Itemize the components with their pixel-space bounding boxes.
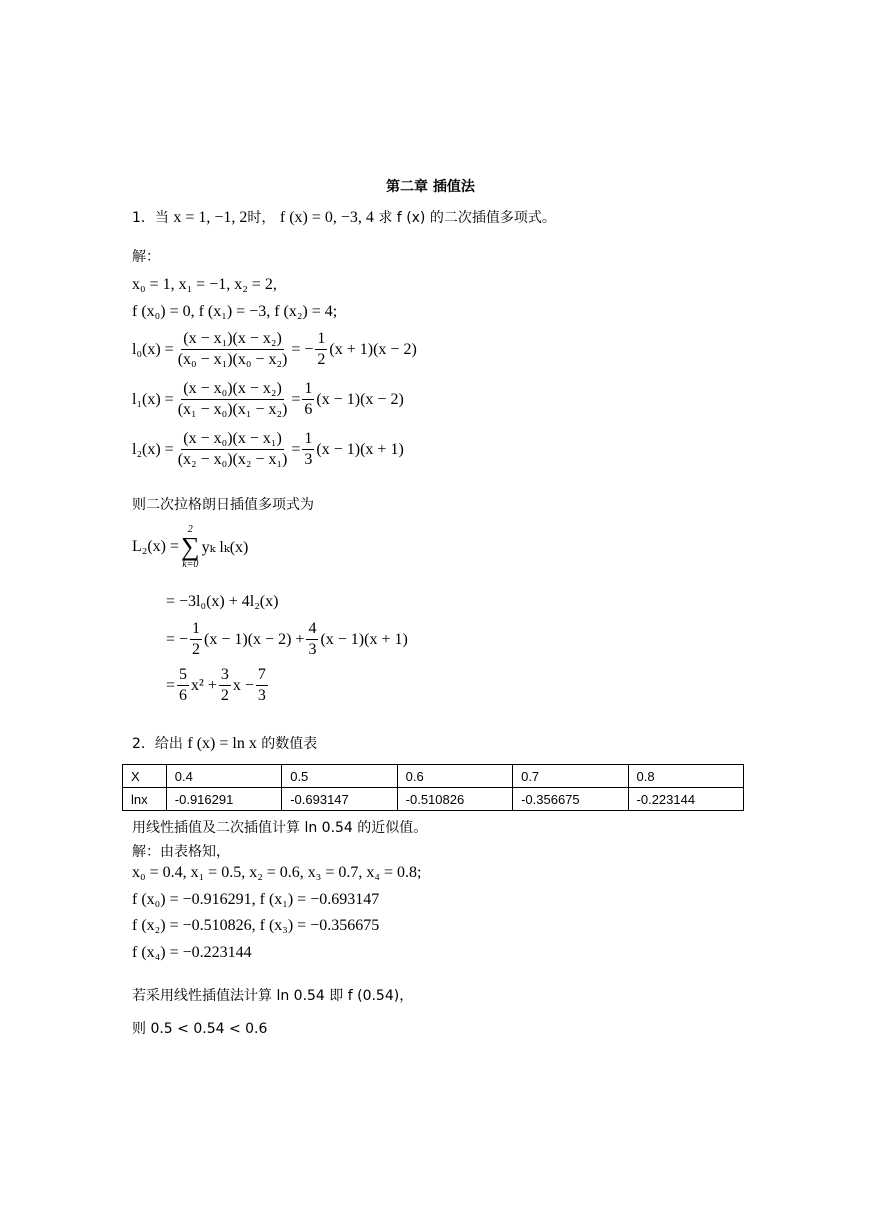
L2-rhs: yₖ lₖ(x) (201, 539, 249, 556)
step2-b-den: 3 (308, 641, 317, 658)
problem2-post: 的数值表 (261, 736, 318, 752)
l2-coef-den: 3 (304, 451, 313, 468)
step3-pre: = (166, 676, 176, 694)
problem2-func: f (x) = ln x (187, 735, 257, 752)
table-cell: 0.8 (628, 765, 743, 788)
problem2-fvalues-2: f (x₂) = −0.510826, f (x₃) = −0.356675 (132, 917, 380, 934)
problem2-number: 2． (132, 736, 155, 752)
table-cell: -0.356675 (513, 788, 628, 811)
table-cell: -0.693147 (282, 788, 397, 811)
lagrange-sum-equation (132, 524, 248, 570)
problem1-fvals: f (x) = 0, −3, 4 (279, 209, 374, 226)
step2-mid: (x − 1)(x − 2) + (204, 630, 305, 648)
step3-b-num: 3 (219, 666, 231, 686)
step3-b-den: 2 (220, 687, 229, 704)
l0-coefficient (315, 330, 327, 369)
table-cell: -0.510826 (397, 788, 512, 811)
table-cell: 0.4 (166, 765, 281, 788)
problem2-statement (132, 733, 317, 753)
table-row (123, 788, 744, 811)
problem1-solution-label: 解： (132, 249, 160, 265)
problem1-number: 1． (132, 210, 155, 226)
l0-equals: = − (291, 340, 314, 358)
step2-end: (x − 1)(x + 1) (320, 630, 408, 648)
step2-frac-a (190, 620, 202, 659)
step3-mid1: x² + (191, 676, 217, 694)
l1-rest: (x − 1)(x − 2) (316, 390, 404, 408)
linear-interp-text: 若采用线性插值法计算 ln 0.54 即 f (0.54)， (132, 988, 414, 1004)
table-cell: 0.5 (282, 765, 397, 788)
l0-coef-num: 1 (315, 330, 327, 350)
l0-denominator: (x₀ − x₁)(x₀ − x₂) (177, 351, 288, 368)
summation-sign (181, 524, 200, 570)
sum-upper-limit: 2 (187, 524, 193, 535)
sigma-icon: ∑ (181, 532, 200, 561)
step3-c-num: 7 (256, 666, 268, 686)
step3-frac-b (219, 666, 231, 705)
l0-numerator: (x − x₁)(x − x₂) (181, 330, 284, 350)
l2-equals: = (291, 440, 301, 458)
inequality-text: 则 0.5 < 0.54 < 0.6 (132, 1021, 268, 1037)
step2-frac-b (306, 620, 318, 659)
l2-rest: (x − 1)(x + 1) (316, 440, 404, 458)
l1-denominator: (x₁ − x₀)(x₁ − x₂) (177, 401, 288, 418)
l0-coef-den: 2 (317, 351, 326, 368)
l1-lhs: l₁(x) = (132, 390, 174, 408)
lagrange-step2 (166, 620, 408, 659)
step3-frac-a (177, 666, 189, 705)
l2-denominator: (x₂ − x₀)(x₂ − x₁) (177, 451, 288, 468)
table-cell: 0.6 (397, 765, 512, 788)
step3-frac-c (256, 666, 268, 705)
step2-b-num: 4 (306, 620, 318, 640)
problem1-pre: 当 (154, 210, 169, 226)
problem1-statement (132, 207, 556, 227)
problem2-fvalues-3: f (x₄) = −0.223144 (132, 944, 252, 961)
problem1-nodes: x₀ = 1, x₁ = −1, x₂ = 2, (132, 276, 277, 293)
table-cell: -0.916291 (166, 788, 281, 811)
basis-l1-equation (132, 380, 404, 419)
table-cell: 0.7 (513, 765, 628, 788)
step2-a-num: 1 (190, 620, 202, 640)
l0-rest: (x + 1)(x − 2) (329, 340, 417, 358)
l1-coef-den: 6 (304, 401, 313, 418)
l2-numerator: (x − x₀)(x − x₁) (181, 430, 284, 450)
L2-lhs: L₂(x) = (132, 538, 180, 555)
step3-a-den: 6 (179, 687, 188, 704)
l1-numerator: (x − x₀)(x − x₂) (181, 380, 284, 400)
table-cell: lnx (123, 788, 167, 811)
basis-l2-equation (132, 430, 404, 469)
step2-pre: = − (166, 630, 189, 648)
problem1-when: 时， (247, 210, 276, 226)
l2-lhs: l₂(x) = (132, 440, 174, 458)
problem1-xvals: x = 1, −1, 2 (173, 209, 248, 226)
lagrange-step3 (166, 666, 270, 705)
problem2-pre: 给出 (154, 736, 183, 752)
l1-fraction (176, 380, 290, 419)
step3-mid2: x − (232, 676, 254, 694)
step2-a-den: 2 (192, 641, 201, 658)
step3-a-num: 5 (177, 666, 189, 686)
problem1-fvalues: f (x₀) = 0, f (x₁) = −3, f (x₂) = 4; (132, 303, 338, 320)
table-cell: -0.223144 (628, 788, 743, 811)
problem1-ask: 求 f (x) 的二次插值多项式。 (378, 210, 556, 226)
lagrange-step1: = −3l₀(x) + 4l₂(x) (166, 593, 279, 610)
chapter-title: 第二章 插值法 (386, 179, 475, 195)
l1-coefficient (302, 380, 314, 419)
table-header-row (123, 765, 744, 788)
problem2-solution-label: 解：由表格知， (132, 844, 230, 860)
ln-value-table (122, 764, 744, 811)
l0-lhs: l₀(x) = (132, 340, 174, 358)
l2-coefficient (302, 430, 314, 469)
basis-l0-equation (132, 330, 417, 369)
table-cell: X (123, 765, 167, 788)
l2-coef-num: 1 (302, 430, 314, 450)
lagrange-intro: 则二次拉格朗日插值多项式为 (132, 497, 314, 513)
sum-lower-limit: k=0 (182, 559, 199, 570)
problem2-nodes: x₀ = 0.4, x₁ = 0.5, x₂ = 0.6, x₃ = 0.7, x₄ = 0.8; (132, 864, 422, 881)
problem2-task: 用线性插值及二次插值计算 ln 0.54 的近似值。 (132, 820, 428, 836)
l1-equals: = (291, 390, 301, 408)
l2-fraction (176, 430, 290, 469)
l1-coef-num: 1 (302, 380, 314, 400)
step3-c-den: 3 (257, 687, 266, 704)
l0-fraction (176, 330, 290, 369)
problem2-fvalues-1: f (x₀) = −0.916291, f (x₁) = −0.693147 (132, 891, 380, 908)
